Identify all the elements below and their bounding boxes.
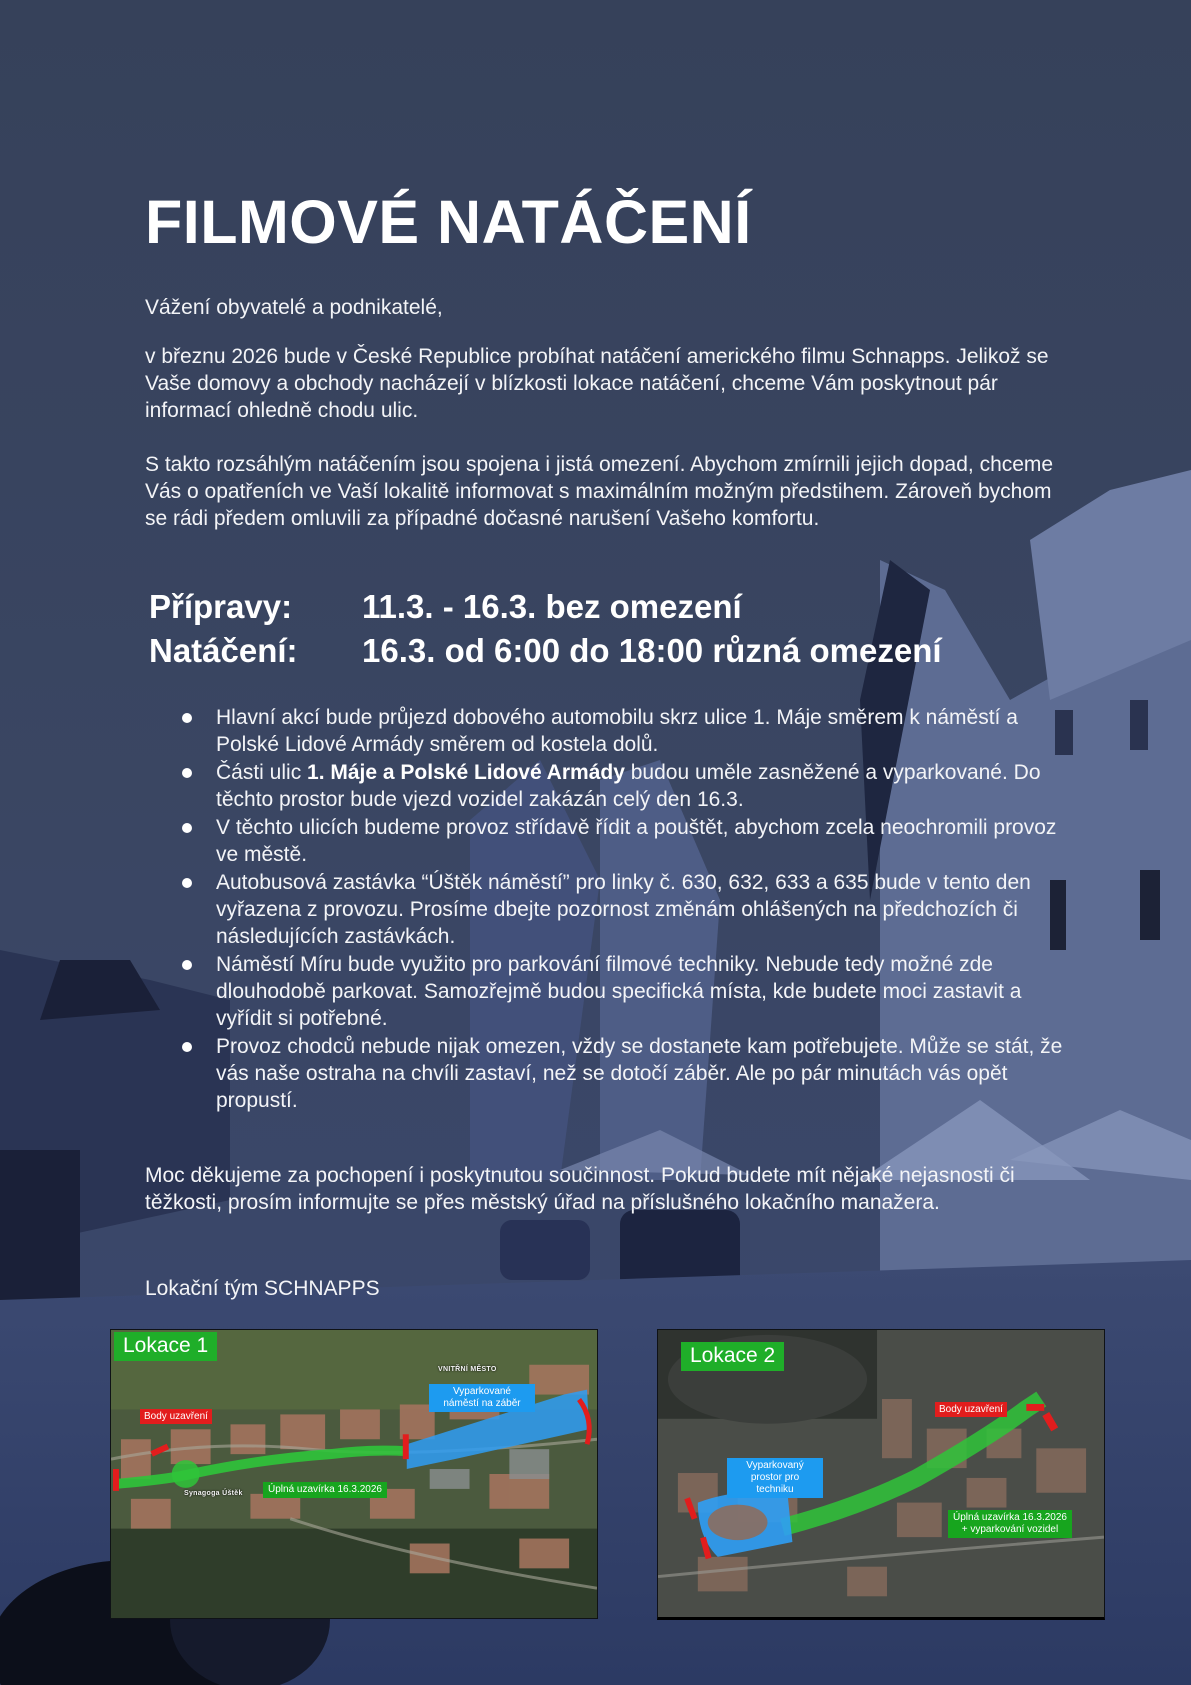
schedule-label: Natáčení:	[149, 632, 298, 669]
full-closure-label: Úplná uzavírka 16.3.2026	[263, 1482, 387, 1498]
signature: Lokační tým SCHNAPPS	[145, 1277, 380, 1300]
full-closure-line2: + vyparkování vozidel	[961, 1524, 1059, 1535]
list-item-text: Náměstí Míru bude využito pro parkování filmové techniky. Nebude tedy možné zde dlouhodobě parkovat. Samozřejmě budou specifická místa, kde budete moci zastavit a vyřídit si potřebné.	[216, 953, 1022, 1030]
map-title-badge: Lokace 2	[681, 1342, 784, 1371]
list-item-text: V těchto ulicích budeme provoz střídavě řídit a pouštět, abychom zcela neochromili provoz ve městě.	[216, 816, 1057, 866]
bullet-icon	[182, 768, 192, 778]
list-item-text: Části ulic	[216, 761, 308, 784]
list-item	[145, 704, 1065, 758]
page-title: FILMOVÉ NATÁČENÍ	[145, 188, 752, 256]
list-item	[145, 814, 1065, 868]
closure-points-label: Body uzavření	[140, 1409, 212, 1424]
schedule-value: 16.3. od 6:00 do 18:00 různá omezení	[362, 632, 942, 669]
map-location-2	[657, 1329, 1105, 1620]
list-item	[145, 869, 1065, 950]
bullet-icon	[182, 960, 192, 970]
bullet-icon	[182, 823, 192, 833]
schedule-row-shooting	[149, 629, 942, 673]
list-item-text: Hlavní akcí bude průjezd dobového automobilu skrz ulice 1. Máje směrem k náměstí a Polské Lidové Armády směrem od kostela dolů.	[216, 706, 1018, 756]
bullet-icon	[182, 1042, 192, 1052]
satellite-map-image	[111, 1330, 597, 1618]
district-label: VNITŘNÍ MĚSTO	[438, 1366, 497, 1373]
schedule-label: Přípravy:	[149, 588, 293, 625]
thanks-paragraph: Moc děkujeme za pochopení i poskytnutou součinnost. Pokud budete mít nějaké nejasnosti či těžkosti, prosím informujte se přes městský úřad na příslušného lokačního manažera.	[145, 1164, 1015, 1214]
restrictions-list	[145, 704, 1065, 1115]
schedule-row-preparations	[149, 585, 942, 629]
map-title-badge: Lokace 1	[114, 1332, 217, 1361]
list-item-text: Autobusová zastávka “Úštěk náměstí” pro linky č. 630, 632, 633 a 635 bude v tento den vyřazena z provozu. Prosíme dbejte pozornost změnám ohlášených na předchozích či následujících zastávkách.	[216, 871, 1031, 948]
intro-paragraph: v březnu 2026 bude v České Republice probíhat natáčení amerického filmu Schnapps. Jelikož se Vaše domovy a obchody nacházejí v blízkosti lokace natáčení, chceme Vám poskytnout pár informací ohledně chodu ulic.	[145, 345, 1049, 422]
schedule-value: 11.3. - 16.3. bez omezení	[362, 588, 742, 625]
schedule	[149, 585, 942, 673]
place-label: Synagoga Úštěk	[184, 1490, 243, 1497]
parked-space-label: Vyparkovaný prostor pro techniku	[727, 1458, 823, 1498]
list-item	[145, 1033, 1065, 1114]
list-item-bold-streets: 1. Máje a Polské Lidové Armády	[307, 761, 625, 784]
bullet-icon	[182, 713, 192, 723]
bullet-icon	[182, 878, 192, 888]
full-closure-line1: Úplná uzavírka 16.3.2026	[953, 1512, 1067, 1523]
parked-square-label: Vyparkované náměstí na záběr	[429, 1384, 535, 1412]
list-item	[145, 951, 1065, 1032]
closure-points-label: Body uzavření	[935, 1402, 1007, 1417]
list-item-text: Provoz chodců nebude nijak omezen, vždy se dostanete kam potřebujete. Může se stát, že vás naše ostraha na chvíli zastaví, než se dotočí záběr. Ale po pár minutách vás opět propustí.	[216, 1035, 1063, 1112]
list-item	[145, 759, 1065, 813]
full-closure-label	[948, 1510, 1072, 1538]
satellite-map-image	[658, 1330, 1104, 1617]
restrictions-paragraph: S takto rozsáhlým natáčením jsou spojena i jistá omezení. Abychom zmírnili jejich dopad, chceme Vás o opatřeních ve Vaší lokalitě informovat s maximálním možným předstihem. Zároveň bychom se rádi předem omluvili za případné dočasné narušení Vašeho komfortu.	[145, 453, 1054, 530]
list-item-text: budou uměle zasněžené a vyparkované. Do těchto prostor bude vjezd vozidel zakázán celý den 16.3.	[216, 761, 1041, 811]
map-location-1	[110, 1329, 598, 1619]
greeting: Vážení obyvatelé a podnikatelé,	[145, 296, 443, 319]
